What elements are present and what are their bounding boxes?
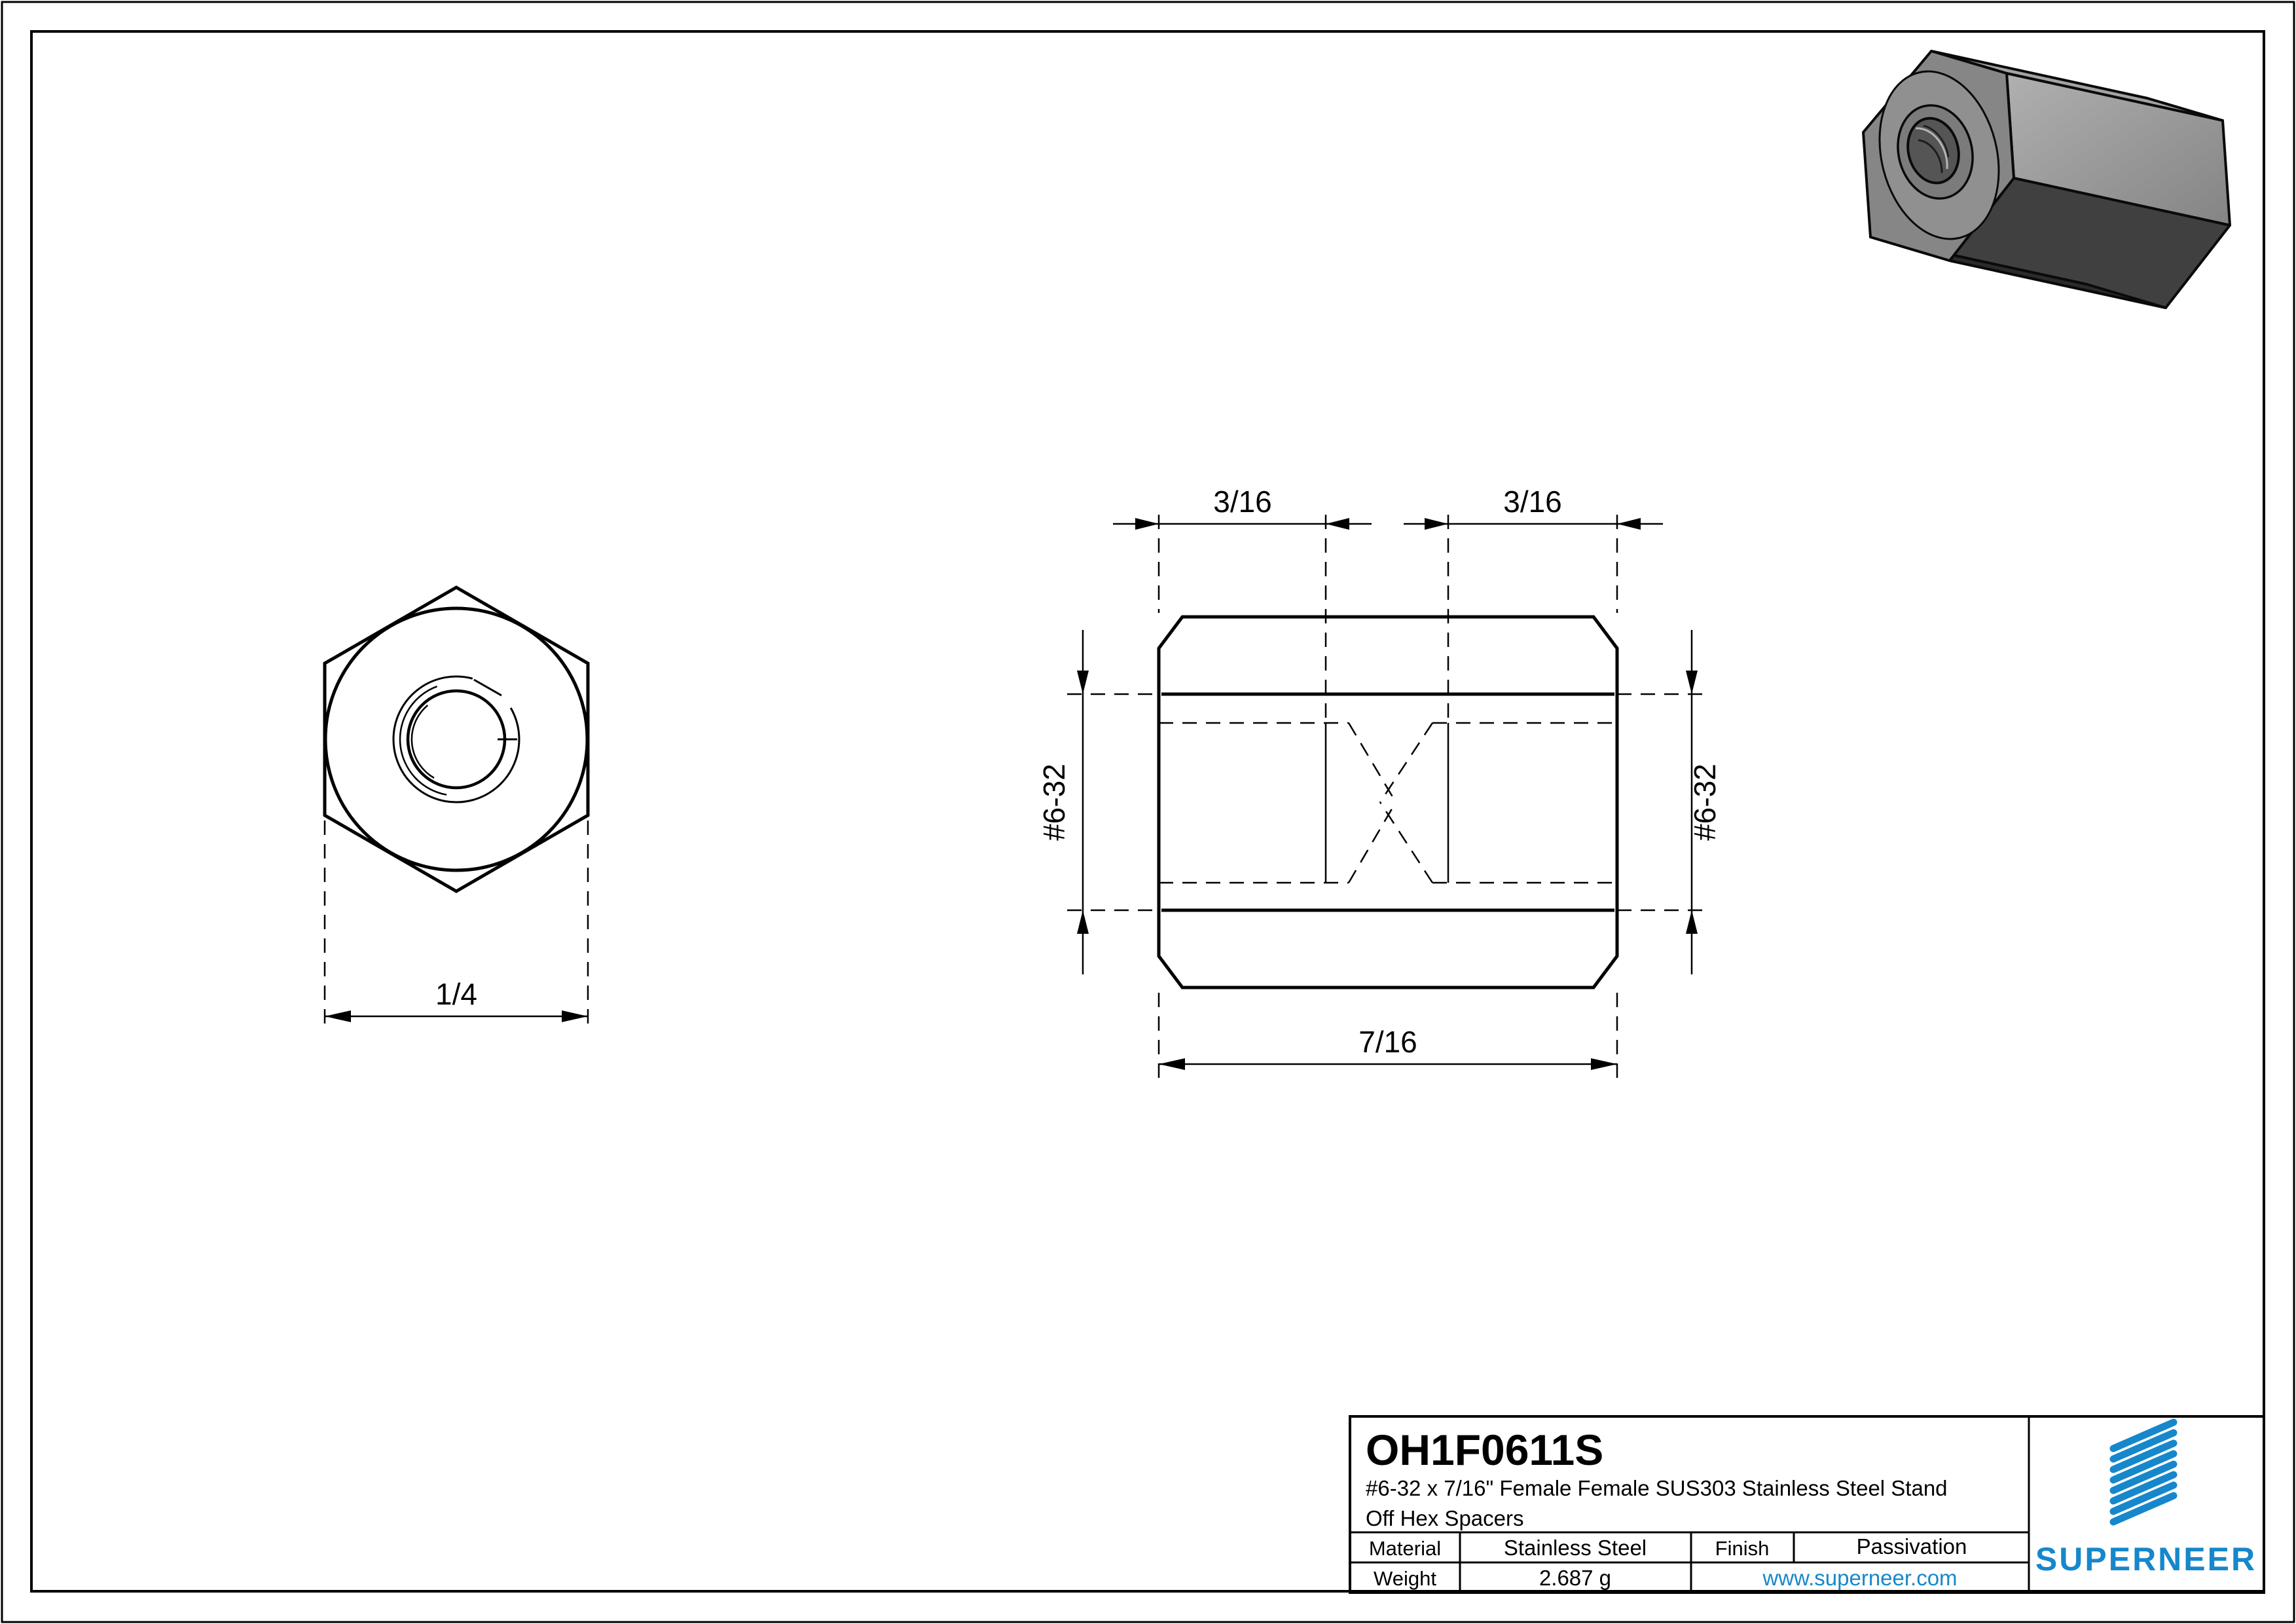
- material-label: Material: [1368, 1537, 1442, 1560]
- arrowhead-bottom: [1077, 910, 1089, 934]
- side-view: [1159, 617, 1617, 987]
- arrowhead-bottom: [1686, 910, 1698, 934]
- material-value: Stainless Steel: [1503, 1536, 1647, 1560]
- website-link[interactable]: www.superneer.com: [1762, 1566, 1958, 1590]
- brand-name: SUPERNEER: [2035, 1541, 2257, 1578]
- description-line-1: #6-32 x 7/16" Female Female SUS303 Stainless Steel Stand: [1366, 1476, 1948, 1500]
- dim-thread-left: [1067, 630, 1159, 974]
- arrowhead-left: [325, 1010, 351, 1022]
- dim-label-thread-right: #6-32: [1688, 764, 1722, 841]
- arrowhead: [1326, 518, 1349, 530]
- finish-label: Finish: [1715, 1537, 1770, 1560]
- arrowhead-right: [1591, 1058, 1617, 1070]
- dim-label-overall-length: 7/16: [1358, 1025, 1417, 1059]
- isometric-view: [1863, 51, 2230, 308]
- front-view: [325, 587, 588, 891]
- finish-value: Passivation: [1856, 1534, 1967, 1559]
- dim-label-front-width: 1/4: [435, 977, 477, 1011]
- superneer-logo-icon: [2113, 1422, 2174, 1522]
- arrowhead: [1135, 518, 1159, 530]
- weight-label: Weight: [1374, 1567, 1436, 1590]
- hex-outline: [325, 587, 588, 891]
- part-number: OH1F0611S: [1366, 1426, 1604, 1474]
- arrowhead-left: [1159, 1058, 1185, 1070]
- weight-value: 2.687 g: [1539, 1566, 1612, 1590]
- dim-label-depth-right: 3/16: [1503, 485, 1562, 519]
- dim-label-depth-left: 3/16: [1213, 485, 1272, 519]
- dim-label-thread-left: #6-32: [1037, 764, 1071, 841]
- description-line-2: Off Hex Spacers: [1366, 1506, 1524, 1530]
- body-outline: [1159, 617, 1617, 987]
- arrowhead: [1425, 518, 1448, 530]
- arrowhead: [1617, 518, 1641, 530]
- arrowhead-top: [1077, 671, 1089, 694]
- arrowhead-right: [562, 1010, 588, 1022]
- arrowhead-top: [1686, 671, 1698, 694]
